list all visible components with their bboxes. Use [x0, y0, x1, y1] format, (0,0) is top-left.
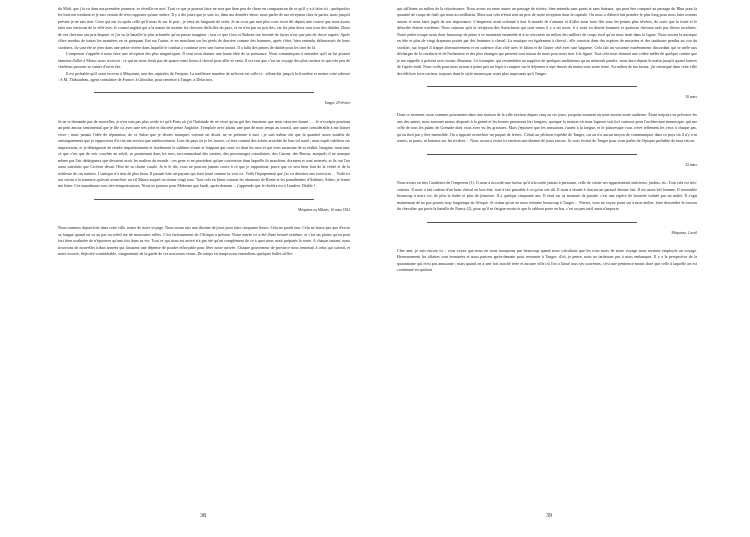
page-number: 38: [200, 513, 206, 519]
left-page-text: [58, 6, 350, 258]
paragraph: L'empereur s'apprête à nous faire une réception des plus magnifiques. Il veut nous donner une haute idée de sa puissance. Nous commençons à entendre qu'il ne lui promet fameuse d'aller à Maroc nous recevoir : ce qui ne nous ferait pas de quatre cents lieues à cheval pour aller et venir. Il est vrai que c'est un voyage des plus curieux et que très peu de chrétiens peuvent se vanter d'avoir fait.: [58, 51, 350, 70]
paragraph: Je ne te demande pas de nouvelles, je n'en suis pas plus avide ici qu'à Paris où j'ai l'habitude de ne vivre qu'au gré des émotions que mon cœur me donne . . . Je n'excepte pourtant un petit amour sentimental que je file ici avec une très jolie et discrète petite Anglaise. J'emploie avec plaisir une part de mon temps au travail, une autre considérable à me laisser vivre ; mais jamais l'idée de réputation, de ce Salon que je devais manquer, comme on disait, ne se présente à moi ; je suis même sûr que la quantité assez notable de renseignements que je rapporterai d'ici ne me servira que médiocrement. Loin du pays où je les trouve, ce sera comme des arbres arrachés de leur sol natal ; mon esprit oubliera ces impressions, et je dédaignerai de rendre imparfaitement et froidement le sublime vivant et frappant qui court ici dans les rues et qui vous assassine de sa réalité. Imagine, mon ami, ce que c'est que de voir couchés au soleil, se promenant dans les rues, raccommodant des savates, des personnages consulaires, des Catons, des Brutus, auxquels il ne manque même pas l'air dédaigneux que devaient avoir les maîtres du monde ; ces gens-ci ne possèdent qu'une couverture dans laquelle ils marchent, dorment et sont enterrés, et ils ont l'air aussi satisfaits que Cicéron devait l'être de sa chaise curule. Je te le dis, vous ne pourrez jamais croire à ce que je rapporterai, parce que ce sera bien loin de la vérité et de la noblesse de ces natures. L'antique n'a rien de plus beau. Il passait hier un paysan qui était fouté comme tu vois ici. Voilà l'équipement que j'ai vu dessiner aux exercices ... Voilà ici ton voisin à la tournure qu'avait avant-hier un vil Maure auquel on donne vingt sous. Tout cela en blanc comme les sénateurs de Rome et les panathénées d'Athènes. Adieu, je ferme ma lettre. Ces musulmans sont très-temporisateurs. Nous ne partons pour Mekenez que lundi, après-demain ... j'apprends que le choléra est à Londres. Diable !: [58, 118, 350, 189]
divider: [94, 199, 314, 200]
paragraph: qui sifflaient au milieu de la réjouissance. Nous avons eu entre autres un passage de rivière, bien entendu sans ponts et sans bateaux, qui peut être comparé au passage du Rhin pour la quantité de coups de fusil qui nous accueillaient. Mais tout cela n'était rien au prix de notre réception dans la capitale. On nous a d'abord fait prendre le plus long pour nous faire tourner autour et nous faire jugés de son importance. L'empereur avait ordonné à tout le monde de s'amuser et d'aller nous faire fête sous les peines plus sévères, de sorte que la foule et le désordre étaient extrêmes. Nous saisions qu'à la réception des Autrichiens qui sont venus il y a six mois, il y avait eu disette hommes et quatorze chevaux tués par divers accidents. Notre petite troupe avait donc beaucoup de peine à se maintenir ensemble et à se retrouver au milieu des milliers de coups fusil qu'on nous tirait dans la figure. Nous avions la musique en tête et plus de vingt drapeaux portés par des hommes à cheval. La musique est également à cheval : elle consiste dans des espèces de musettes et des tambours pendus au cou du cavalier, sur lequel il frappe alternativement et en cadence d'un côté avec le bâton et de l'autre côté avec une baguette. Cela fait un vacarme extrêmement discordant qui se mêle aux décharges de la cavalerie et de l'infanterie et des plus étranges qui peuvent tout autour de nous pour nous tirer à la figure. Tout cela nous donnait une colère mêlée de quelque crainte que je me rappelle à présent avec moins d'humeur. Ce triomphe, qui ressemblait au supplice de quelques malfaiteurs qu'on mènerait pendre, nous dura depuis le matin jusqu'à quatre heures de l'après-midi. Nous voilà pour nous avions à peine pris un léger à compter sur le déjeuner à sept heures du matin sous notre tente. Au milieu de ma fureur, j'ai remarqué dans cette ville des édifices forts curieux toujours dans le style mauresque, mais plus imposants qu'à Tanger.: [397, 6, 697, 76]
paragraph: du Midi, que j'ai vu dans ma première jeunesse, se réveille en moi. Tout ce que je pourrai faire ne sera que bien peu de chose en comparaison de ce qu'il y a à faire ici ; quelquefois les bras me tombent et je suis certain de n'en rapporter qu'une ombre. Il y a dix jours que je suis ici, dans ma dernière lettre, nous parler de ma réception chez le pacha, mais jusqu'à présent je ne sais rien. Ceux qui ont vu après celle qu'il nous fit sur le port ; je veux en fatiguant de venir. Je ne crois pas non plus vous avoir dit depuis une course que nous avons faite aux environs de la ville avec le consul anglais qui a la manie de monter les chevaux difficiles du pays, et en n'en pas eu pris des, car les plus doux sont tous des diables. Deux de ces chevaux ont pris dispute, et j'ai vu la bataille la plus acharnée qu'on puisse imaginer ; tout ce que Gros et Rubens ont inventé de furies n'est que peu de chose auprès. Après s'être mordus de toutes les manières en se grimpant l'un sur l'autre, et en marchant sur les pieds de derrière comme des hommes, après s'être, bien entendu, débarrassés de leurs cavaliers, ils sont été se jeter dans une petite rivière dans laquelle le combat a continué avec une fureur inouïe. Il a fallu des peines de diable pour les tirer de là.: [58, 6, 350, 50]
paragraph: Dans ce moment, nous sommes prisonniers dans une maison de la ville environ depuis cinq ou six jours, jusqu'au moment où nous aurons notre audience. Étant toujours en présence les uns des autres, nous sommes moins disposés à la gaieté et les heures paraissent fort longues, quoique la maison où nous logeons soit fort curieuse pour l'architecture mauresque, qui me celle de tous les palais de Grenade dont vous avez vu les gravures. Mais j'éprouve que les sensations s'usent à la longue, et le pittoresque vous crève tellement les yeux à chaque pas, qu'on finit par y être insensible. On a apporté avant-hier un paquet de lettres. C'était un pêcheur expédié de Tanger, car on n'a aucun moyen de communiquer dans ce pays où il n'y a ni routes, ni ponts, ni bateaux sur les rivières ... Nous avons à rester ici environ une dizaine de jours encore. Je vous écrirai de Tanger pour vous parler de l'époque probable de mon retour.: [397, 112, 697, 144]
divider: [427, 86, 637, 87]
letter-dateline: 20 mars: [685, 94, 697, 99]
letter-dateline: Méquinez, 2 avril: [671, 230, 697, 235]
divider: [94, 92, 314, 93]
right-page: [375, 0, 750, 537]
paragraph: Nous avons eu hier l'audience de l'empereur (1). Il nous a accordé une faveur qu'il n'accorde jamais à personne, celle de visiter ses appartements intérieurs, jardins, etc. Tout cela est très-curieux. Il nous a fait cadeau d'un beau cheval en bon état, tout à fait passable à ce qu'on me dit. Il nous a donné à chacun un parasol dernier fait. Il est assez bel homme. Il ressemble beaucoup à notre roi, de plus la barbe et plus de jeunesse. Il a quelque cinquante ans. Il était sur sa monture de parade, c'est une espèce de brouette traînée par un mulet. Il s'agit maintenant de ne pas pourrir trop longtemps en Afrique. Je crains qu'on ne nous retienne beaucoup à Tanger ... Pierret, vous ne voyez point sur à mon atelier, faire descendre le tresson du chevalier qui porte la bataille de Nancy (2), pour qu'il se fatigue moins et que le tableau porte en bas, c'est un peu tard, mais n'importe.: [397, 180, 697, 212]
paragraph: Cher ami, je suis encore ici ; vous voyez que nous ne nous trompions pas beaucoup quand nous calculions que les trois mois de notre voyage nous seraient employés au voyage. Heureusement les affaires sont terminées et nous partons après-demain pour retourner à Tanger, d'où, je pense, nous ne tarderons pas à nous embarquer. Il y a la perspective de la quarantaine qui n'est pas amusante ; mais quand on a une fois touché terre et aucune ville où l'on a laissé tous ses souvenirs, c'est une pénitence moins dure que celle à laquelle on est condamné en quittant: [397, 248, 697, 273]
letter-dateline: Méquinez ou Miknès, 16 mars 1832: [298, 207, 350, 212]
page-number: 39: [546, 513, 552, 519]
letter-dateline: Tanger, 29 février: [324, 101, 350, 106]
right-page-text: [397, 6, 697, 274]
paragraph: Nous sommes depuis hier dans cette ville, terme de notre voyage. Nous avons mis une dizaine de jours pour faire cinquante lieues. Cela ne paraît rien. Cela ne laisse pas que d'avoir sa fatigue quand on va au pas au soleil sur de mauvaises selles. C'est furieusement de l'Afrique à présent. Notre entrée ici a été d'une beauté extrême, et c'est un plaisir qu'on peut fort bien souhaiter de n'éprouver qu'une fois dans sa vie. Tout ce qui nous est arrivé n'a pas été qu'un complément de ce à quoi nous avait préparés la route. A chaque instant, nous trouvions de nouvelles tribus armées qui faisaient une dépense de poudre effroyable pour fêter notre arrivée. Chaque gouverneur de province nous remettait à celui qui suivait, et notre escorte, déjà très-considérable, s'augmentait de la garde de ces nouveaux venus. De temps en temps nous entendions quelques balles siffler.: [58, 225, 350, 257]
paragraph: Il est probable qu'il nous recevra à Méquinez, une des capitales de l'empire. La meilleure manière de m'écrire est celle-ci : affranchir jusqu'à la frontière et mettre cette adresse : A M. Thibaudeau, agent consulaire de France, à Gibraltar, pour remettre à Tanger, à Delacroix.: [58, 70, 350, 82]
divider: [427, 154, 637, 155]
divider: [427, 222, 637, 223]
letter-dateline: 25 mars: [685, 162, 697, 167]
